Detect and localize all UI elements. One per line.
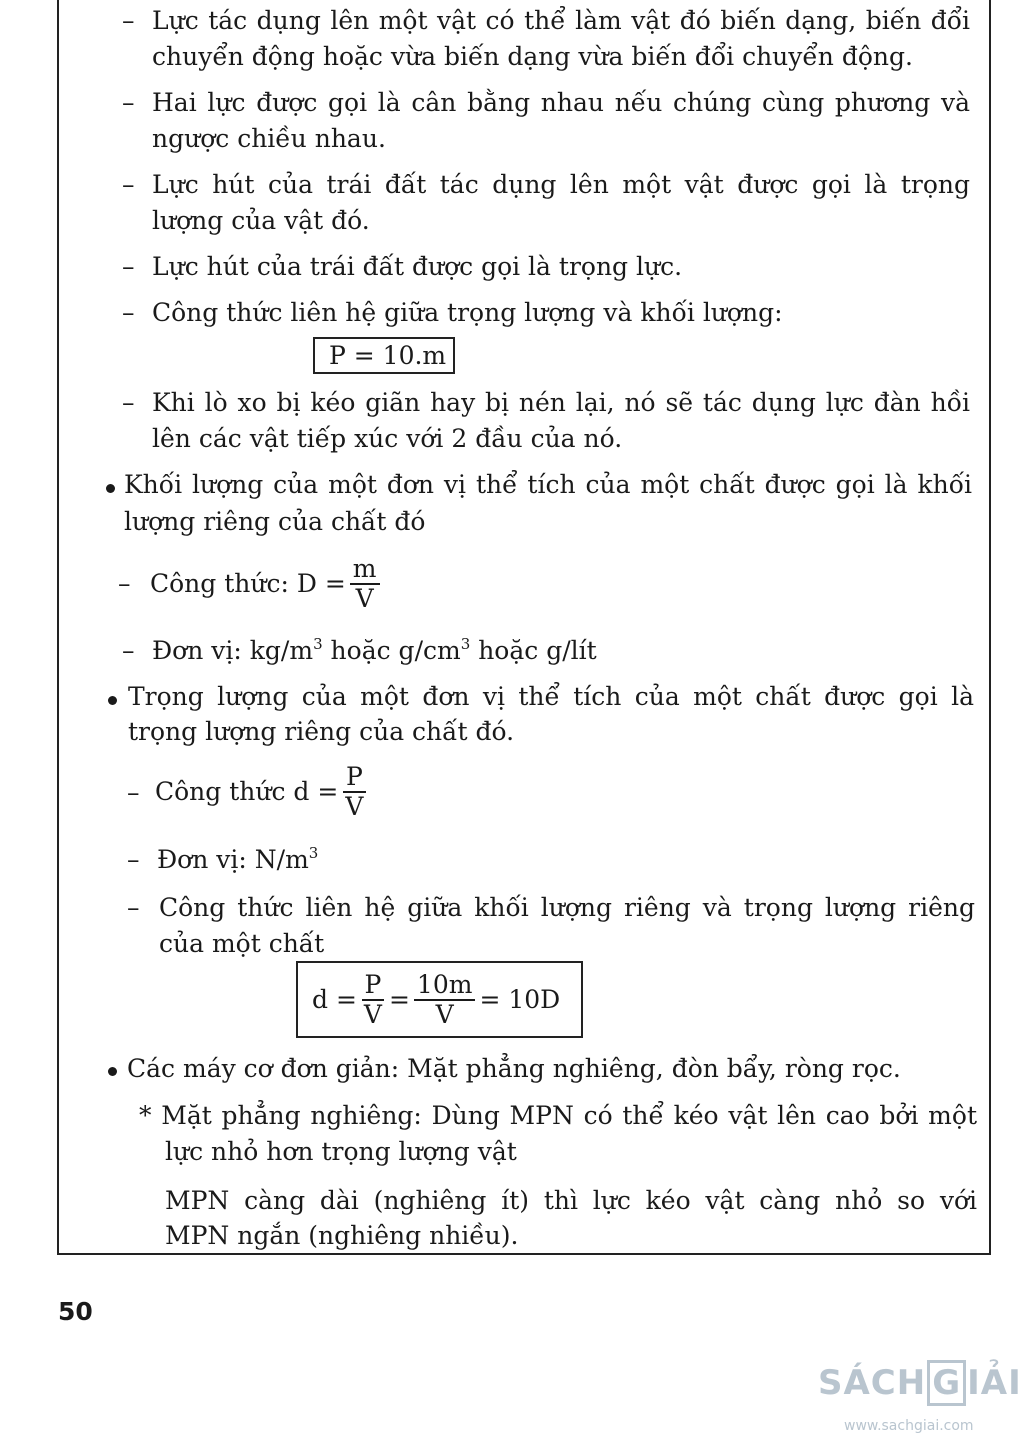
fraction-denominator: V	[355, 584, 374, 613]
watermark-url: www.sachgiai.com	[844, 1418, 974, 1434]
text-line: Công thức liên hệ giữa trọng lượng và khối lượng:	[152, 298, 783, 327]
text-line: Các máy cơ đơn giản: Mặt phẳng nghiêng, đòn bẩy, ròng rọc.	[127, 1054, 901, 1083]
text-line: Khối lượng của một đơn vị thể tích của một chất được gọi là khối	[124, 470, 972, 499]
fraction-denominator: V	[435, 999, 454, 1029]
formula-text: d =	[312, 984, 357, 1014]
text-line: lượng của vật đó.	[152, 206, 370, 235]
text-line: chuyển động hoặc vừa biến dạng vừa biến đổi chuyển động.	[152, 42, 913, 71]
formula-text: = 10D	[479, 984, 561, 1014]
text-line: Công thức liên hệ giữa khối lượng riêng và trọng lượng riêng	[159, 893, 975, 922]
text-line: Lực hút của trái đất được gọi là trọng lực.	[152, 252, 683, 281]
formula-density	[150, 552, 384, 616]
dash: –	[122, 298, 135, 327]
text-line: Lực hút của trái đất tác dụng lên một vật được gọi là trọng	[152, 170, 970, 199]
dash: –	[122, 88, 135, 117]
formula-box-relation	[296, 961, 583, 1038]
unit-text: Đơn vị: kg/m	[152, 636, 314, 665]
text-line: * Mặt phẳng nghiêng: Dùng MPN có thể kéo vật lên cao bởi một	[139, 1101, 977, 1130]
fraction	[361, 971, 385, 1029]
unit-text: Đơn vị: N/m	[157, 845, 309, 874]
watermark-text: SÁCH	[818, 1363, 927, 1403]
text-line: MPN ngắn (nghiêng nhiều).	[165, 1221, 519, 1250]
exponent: 3	[460, 635, 471, 653]
fraction-numerator: P	[343, 763, 366, 793]
units-density	[152, 636, 597, 666]
dash: –	[122, 636, 135, 665]
dash: –	[122, 170, 135, 199]
bullet-icon	[106, 484, 115, 493]
text-line: của một chất	[159, 929, 325, 958]
fraction-numerator: P	[362, 971, 385, 1001]
formula-label: Công thức d =	[155, 777, 339, 806]
dash: –	[127, 893, 140, 922]
dash: –	[122, 388, 135, 417]
fraction-denominator: V	[363, 999, 382, 1029]
units-specific-weight	[157, 845, 318, 875]
page-number: 50	[58, 1297, 93, 1326]
text-line: lên các vật tiếp xúc với 2 đầu của nó.	[152, 424, 623, 453]
watermark-logo	[818, 1360, 1022, 1406]
text-line: MPN càng dài (nghiêng ít) thì lực kéo vật càng nhỏ so với	[165, 1186, 977, 1215]
unit-text: hoặc g/lít	[470, 636, 597, 665]
fraction	[342, 763, 366, 821]
dash: –	[127, 845, 140, 874]
formula-text: =	[388, 984, 410, 1014]
fraction-numerator: 10m	[414, 971, 476, 1001]
formula-label: Công thức: D =	[150, 569, 346, 598]
fraction	[414, 971, 476, 1029]
watermark-text: IẢI	[967, 1363, 1022, 1403]
formula-box-weight: P = 10.m	[313, 337, 455, 374]
watermark-text: G	[927, 1360, 966, 1406]
text-line: lực nhỏ hơn trọng lượng vật	[165, 1137, 517, 1166]
dash: –	[127, 778, 140, 807]
text-line: lượng riêng của chất đó	[124, 507, 426, 536]
dash: –	[122, 6, 135, 35]
dash: –	[118, 569, 131, 598]
text-line: Hai lực được gọi là cân bằng nhau nếu chúng cùng phương và	[152, 88, 970, 117]
fraction-numerator: m	[350, 555, 380, 585]
unit-text: hoặc g/cm	[322, 636, 461, 665]
fraction-denominator: V	[345, 792, 364, 821]
text-line: ngược chiều nhau.	[152, 124, 386, 153]
text-line: Lực tác dụng lên một vật có thể làm vật đó biến dạng, biến đổi	[152, 6, 970, 35]
text-line: Khi lò xo bị kéo giãn hay bị nén lại, nó sẽ tác dụng lực đàn hồi	[152, 388, 970, 417]
text-line: Trọng lượng của một đơn vị thể tích của một chất được gọi là	[128, 682, 974, 711]
text-line: trọng lượng riêng của chất đó.	[128, 717, 515, 746]
formula-specific-weight	[155, 760, 370, 824]
exponent: 3	[313, 635, 323, 653]
bullet-icon	[108, 1067, 117, 1076]
exponent: 3	[308, 844, 319, 862]
fraction	[350, 555, 380, 613]
bullet-icon	[108, 696, 117, 705]
dash: –	[122, 252, 135, 281]
